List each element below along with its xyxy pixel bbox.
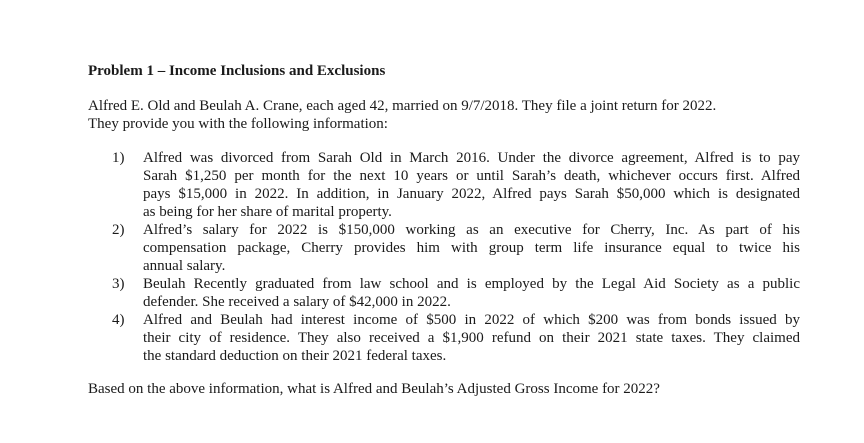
item-line: their city of residence. They also received a $1,900 refund on their 2021 state taxes. They claimed	[143, 330, 800, 346]
list-item	[88, 311, 800, 365]
information-list	[88, 149, 800, 365]
item-line: Alfred and Beulah had interest income of $500 in 2022 of which $200 was from bonds issued by	[143, 312, 800, 328]
item-line: the standard deduction on their 2021 federal taxes.	[143, 348, 447, 364]
item-number: 1)	[112, 150, 125, 166]
item-line: annual salary.	[143, 258, 226, 274]
item-line: defender. She received a salary of $42,000 in 2022.	[143, 294, 451, 310]
item-number: 4)	[112, 312, 125, 328]
item-number: 2)	[112, 222, 125, 238]
problem-title: Problem 1 – Income Inclusions and Exclusions	[88, 63, 386, 79]
item-line: Sarah $1,250 per month for the next 10 years or until Sarah’s death, whichever occurs first. Alfred	[143, 168, 800, 184]
item-line: as being for her share of marital property.	[143, 204, 392, 220]
list-item	[88, 275, 800, 311]
intro-line: They provide you with the following information:	[88, 116, 388, 132]
document-body	[88, 62, 800, 398]
item-line: compensation package, Cherry provides him with group term life insurance equal to twice his	[143, 240, 800, 256]
item-line: Beulah Recently graduated from law school and is employed by the Legal Aid Society as a public	[143, 276, 800, 292]
item-number: 3)	[112, 276, 125, 292]
item-line: Alfred was divorced from Sarah Old in March 2016. Under the divorce agreement, Alfred is to pay	[143, 150, 800, 166]
list-item	[88, 221, 800, 275]
item-line: pays $15,000 in 2022. In addition, in January 2022, Alfred pays Sarah $50,000 which is designated	[143, 186, 800, 202]
intro-line: Alfred E. Old and Beulah A. Crane, each aged 42, married on 9/7/2018. They file a joint return for 2022.	[88, 98, 717, 114]
intro-paragraph	[88, 97, 800, 133]
item-line: Alfred’s salary for 2022 is $150,000 working as an executive for Cherry, Inc. As part of his	[143, 222, 800, 238]
question-text: Based on the above information, what is Alfred and Beulah’s Adjusted Gross Income for 2022?	[88, 381, 660, 397]
list-item	[88, 149, 800, 221]
